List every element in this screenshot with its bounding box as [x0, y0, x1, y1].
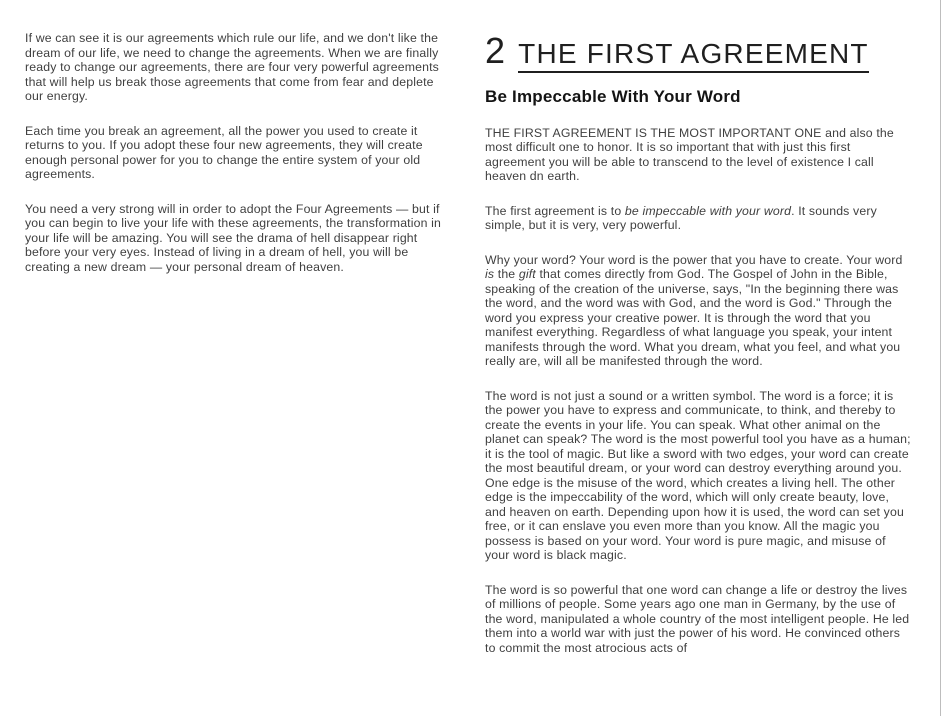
left-page-paragraphs — [25, 31, 455, 274]
right-page-paragraphs — [485, 126, 913, 656]
page-edge-line — [940, 0, 941, 716]
chapter-heading — [485, 30, 913, 73]
section-title: Be Impeccable With Your Word — [485, 87, 741, 106]
chapter-number: 2 — [485, 30, 506, 71]
paragraph: Why your word? Your word is the power that you have to create. Your word is the gift that comes directly from God. The Gospel of John in the Bible, speaking of the creation of the universe, says, "In the beginning there was the word, and the word was with God, and the word is God." Through the word you express your creative power. It is through the word that you manifest everything. Regardless of what language you speak, your intent manifests through the word. What you dream, what you feel, and what you really are, will all be manifested through the word. — [485, 252, 903, 368]
paragraph: The word is not just a sound or a written symbol. The word is a force; it is the power you have to express and communicate, to think, and thereby to create the events in your life. You can speak. What other animal on the planet can speak? The word is the most powerful tool you have as a human; it is the tool of magic. But like a sword with two edges, your word can create the most beautiful dream, or your word can destroy everything around you. One edge is the misuse of the word, which creates a living hell. The other edge is the impeccability of the word, which will only create beauty, love, and heaven on earth. Depending upon how it is used, the word can set you free, or it can enslave you even more than you know. All the magic you possess is based on your word. Your word is pure magic, and misuse of your word is black magic. — [485, 388, 911, 562]
right-page — [485, 30, 913, 675]
paragraph: You need a very strong will in order to adopt the Four Agreements — but if you can begin to live your life with these agreements, the transformation in your life will be amazing. You will see the drama of hell disappear right before your very eyes. Instead of living in a dream of hell, you will be creating a new dream — your personal dream of heaven. — [25, 201, 442, 274]
paragraph: The first agreement is to be impeccable with your word. It sounds very simple, but it is very, very powerful. — [485, 203, 877, 232]
left-page — [25, 31, 455, 294]
paragraph: THE FIRST AGREEMENT IS THE MOST IMPORTANT ONE and also the most difficult one to honor. It is so important that with just this first agreement you will be able to transcend to the level of existence I call heaven dn earth. — [485, 125, 894, 183]
paragraph: Each time you break an agreement, all the power you used to create it returns to you. If you adopt these four new agreements, they will create enough personal power for you to change the entire system of your old agreements. — [25, 123, 423, 181]
paragraph: If we can see it is our agreements which rule our life, and we don't like the dream of our life, we need to change the agreements. When we are finally ready to change our agreements, there are four very powerful agreements that will help us break those agreements that come from fear and deplete our energy. — [25, 31, 439, 103]
chapter-title: THE FIRST AGREEMENT — [518, 40, 869, 73]
paragraph: The word is so powerful that one word can change a life or destroy the lives of millions of people. Some years ago one man in Germany, by the use of the word, manipulated a whole country of the most intelligent people. He led them into a world war with just the power of his word. He convinced others to commit the most atrocious acts of — [485, 582, 910, 655]
